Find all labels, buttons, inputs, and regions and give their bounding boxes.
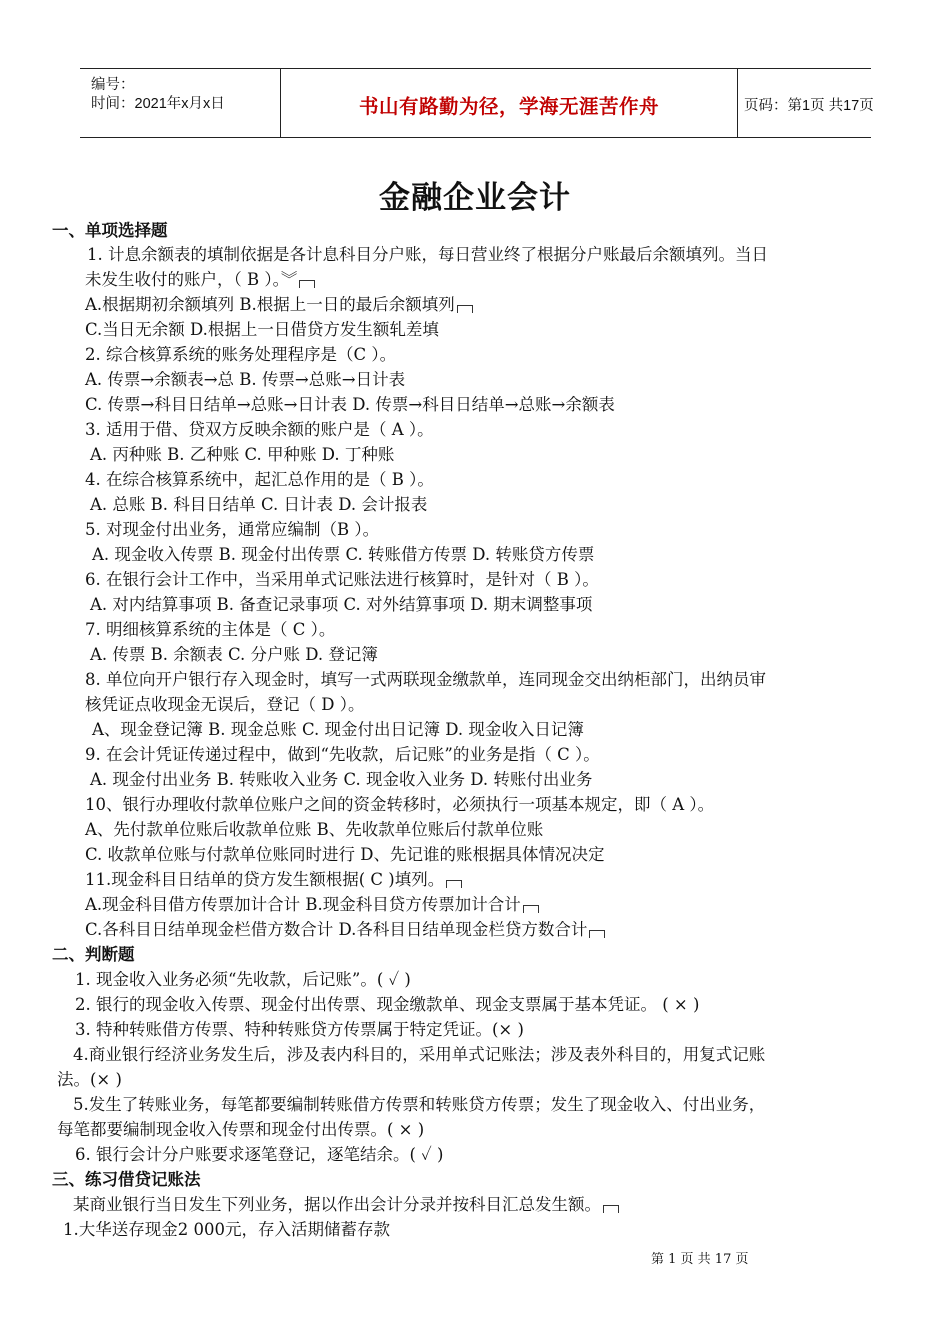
format-mark-icon (299, 280, 315, 288)
option-line: C.当日无余额 D.根据上一日借贷方发生额轧差填 (85, 320, 439, 339)
question-line: 9. 在会计凭证传递过程中，做到“先收款，后记账”的业务是指（ C ）。 (85, 745, 600, 764)
question-line: 5. 对现金付出业务，通常应编制（B ）。 (85, 520, 380, 539)
header-table (80, 68, 874, 138)
question-line: 1. 计息余额表的填制依据是各计息科目分户账，每日营业终了根据分户账最后余额填列。当日 (87, 245, 768, 264)
judgment-line: 每笔都要编制现金收入传票和现金付出传票。( × ) (57, 1120, 425, 1139)
option-line: A.现金科目借方传票加计合计 B.现金科目贷方传票加计合计 (85, 893, 539, 917)
option-line: C.各科目日结单现金栏借方数合计 D.各科目日结单现金栏贷方数合计 (85, 918, 605, 942)
question-line: 8. 单位向开户银行存入现金时，填写一式两联现金缴款单，连同现金交出纳柜部门，出纳员审 (85, 670, 766, 689)
format-mark-icon (457, 305, 473, 313)
date-line: 时间：2021年x月x日 (91, 96, 225, 112)
judgment-line: 1. 现金收入业务必须“先收款，后记账”。( ✓ ) (75, 970, 411, 989)
option-line: A. 现金收入传票 B. 现金付出传票 C. 转账借方传票 D. 转账贷方传票 (92, 545, 595, 564)
option-line: A. 传票→余额表→总 B. 传票→总账→日计表 (85, 370, 406, 389)
option-line: A. 对内结算事项 B. 备查记录事项 C. 对外结算事项 D. 期末调整事项 (90, 595, 593, 614)
option-line: C. 传票→科目日结单→总账→日计表 D. 传票→科目日结单→总账→余额表 (85, 395, 615, 414)
document-title: 金融企业会计 (379, 180, 571, 215)
question-line: 7. 明细核算系统的主体是（ C ）。 (85, 620, 336, 639)
format-mark-icon (603, 1205, 619, 1213)
format-mark-icon (446, 880, 462, 888)
exercise-intro: 某商业银行当日发生下列业务，据以作出会计分录并按科目汇总发生额。 (73, 1193, 619, 1217)
question-line: 10、银行办理收付款单位账户之间的资金转移时，必须执行一项基本规定，即（ A ）。 (85, 795, 715, 814)
question-line: 未发生收付的账户，（ B ）。︾ (85, 268, 315, 292)
judgment-line: 4.商业银行经济业务发生后，涉及表内科目的，采用单式记账法；涉及表外科目的，用复式记账 (73, 1045, 766, 1064)
section-heading-1: 一、单项选择题 (52, 222, 168, 240)
option-line: A、现金登记簿 B. 现金总账 C. 现金付出日记簿 D. 现金收入日记簿 (92, 720, 584, 739)
section-heading-3: 三、练习借贷记账法 (52, 1171, 201, 1189)
option-line: A、先付款单位账后收款单位账 B、先收款单位账后付款单位账 (85, 820, 544, 839)
judgment-line: 法。(× ) (57, 1070, 122, 1089)
exercise-item: 1.大华送存现金2 000元，存入活期储蓄存款 (63, 1220, 390, 1239)
number-label: 编号： (91, 77, 135, 93)
motto: 书山有路勤为径，学海无涯苦作舟 (358, 96, 659, 118)
header-right-cell (736, 69, 874, 137)
page-footer: 第 1 页 共 17 页 (651, 1252, 749, 1267)
option-line: A. 传票 B. 余额表 C. 分户账 D. 登记簿 (90, 645, 378, 664)
judgment-line: 5.发生了转账业务，每笔都要编制转账借方传票和转账贷方传票；发生了现金收入、付出业务， (73, 1095, 766, 1114)
question-line: 11.现金科目日结单的贷方发生额根据( C )填列。 (85, 868, 462, 892)
question-line: 3. 适用于借、贷双方反映余额的账户是（ A ）。 (85, 420, 434, 439)
option-line: A. 总账 B. 科目日结单 C. 日计表 D. 会计报表 (90, 495, 428, 514)
option-line: C. 收款单位账与付款单位账同时进行 D、先记谁的账根据具体情况决定 (85, 845, 605, 864)
option-line: A. 现金付出业务 B. 转账收入业务 C. 现金收入业务 D. 转账付出业务 (90, 770, 593, 789)
judgment-line: 2. 银行的现金收入传票、现金付出传票、现金缴款单、现金支票属于基本凭证。 ( × ) (75, 995, 700, 1014)
question-line: 2. 综合核算系统的账务处理程序是（C ）。 (85, 345, 397, 364)
judgment-line: 6. 银行会计分户账要求逐笔登记，逐笔结余。( ✓ ) (75, 1145, 444, 1164)
option-line: A.根据期初余额填列 B.根据上一日的最后余额填列 (85, 293, 473, 317)
format-mark-icon (523, 905, 539, 913)
question-line: 6. 在银行会计工作中，当采用单式记账法进行核算时，是针对（ B ）。 (85, 570, 599, 589)
format-mark-icon (589, 930, 605, 938)
page-info: 页码：第1页 共17页 (744, 98, 874, 114)
question-line: 4. 在综合核算系统中，起汇总作用的是（ B ）。 (85, 470, 434, 489)
header-left-cell (80, 69, 280, 137)
header-middle-cell (280, 69, 738, 137)
judgment-line: 3. 特种转账借方传票、特种转账贷方传票属于特定凭证。(× ) (75, 1020, 524, 1039)
question-line: 核凭证点收现金无误后，登记（ D ）。 (85, 695, 365, 714)
section-heading-2: 二、判断题 (52, 946, 135, 964)
option-line: A. 丙种账 B. 乙种账 C. 甲种账 D. 丁种账 (90, 445, 395, 464)
